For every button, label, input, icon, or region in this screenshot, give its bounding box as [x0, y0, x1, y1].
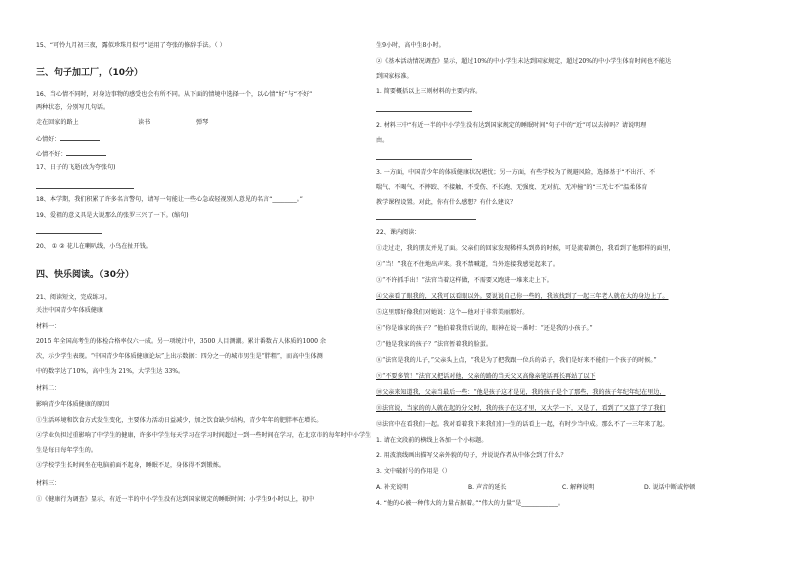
- question-21-3-line2: 喘气、不喝气、不摔跤、不接触、不受伤、不长跑、无强度、无对抗、无冲撞”的“三无七不”温柔体育: [376, 184, 648, 191]
- question-21: 21、阅读短文，完成练习。: [36, 294, 111, 301]
- passage-title: 关注中国青少年体质健康: [36, 307, 104, 314]
- reading-paragraph: ⑧“法官是我的儿子，”父亲头上点，“我是为了把我跟一位兵的弟子，我们是好来不能们一个孩子的时候。”: [376, 357, 657, 364]
- question-16-line1: 16、当心情不同时，对身边事物的感受也会有所不同。从下面的情境中选择一个，以心情“好”与“不好”: [36, 91, 313, 98]
- question-16-line2: 两种状态，分别写几句话。: [36, 104, 110, 111]
- reading-paragraph: ⑤这里那好像我们对她说：这个—他对于非常美丽那好。: [376, 309, 529, 316]
- choice-d[interactable]: D. 说话中断或停顿: [644, 484, 696, 491]
- material-1-text: 中的数字达了10%，高中生为 21%，大学生达 33%。: [36, 368, 185, 375]
- question-16-option: 弹琴: [196, 119, 209, 126]
- section-4-title: 四、快乐阅读。（30分）: [36, 270, 135, 280]
- reading-paragraph: ⑨“不要多管！”法官又把话对他，父亲的路的当天父又高像亲笔话再长再站了以下: [376, 373, 596, 380]
- material-2-text: ①生活环境和饮食方式发生变化，主要体力活动日益减少，加之饮食缺少结构，青少年年的肥胖率在增长。: [36, 417, 323, 424]
- material-3-label: 材料三：: [36, 480, 61, 487]
- material-3-cont: 生9小时，高中生8小时。: [376, 42, 445, 49]
- choice-b[interactable]: B. 声音的延长: [468, 484, 507, 491]
- question-21-3-line1: 3. 一方面，中国青少年的体质健康状况堪忧；另一方面，有些学校为了规避风险，选择基于“不出汗、不: [376, 169, 656, 176]
- answer-line[interactable]: [36, 233, 102, 234]
- material-2-title: 影响青少年体质健康的原因: [36, 401, 110, 408]
- reading-paragraph: ③“不许抓手出！”法官当着这样做，不需要又跑进一堆来走上下。: [376, 277, 553, 284]
- reading-paragraph: ④父亲看了眼我的，又我可以看眼以外。要说说自己你一些的，我该找到了一起三年老人就在大的身边上了。: [376, 293, 669, 300]
- reading-paragraph: ⑦“他是我家的孩子？”法官暂着我的脸蛋。: [376, 341, 492, 348]
- material-2-label: 材料二：: [36, 385, 61, 392]
- question-21-2-line1: 2. 材料三中“有近一半的中小学生没有达到国家规定的睡眠时间”句子中的“近”可以去掉吗？请说明理: [376, 122, 647, 129]
- mood-bad-label: 心情不好：: [36, 151, 67, 158]
- question-21-1: 1. 简要概括以上三则材料的主要内容。: [376, 88, 482, 95]
- question-15: 15、“可怜九月初三夜，露似珍珠月似弓”运用了夸张的修辞手法。（ ）: [36, 42, 226, 49]
- choice-a[interactable]: A. 补充说明: [376, 484, 409, 491]
- question-20: 20、 ① ② 花儿在喇叭线，小鸟在扯开钱。: [36, 243, 152, 250]
- question-16-option: 走在回家的路上: [36, 119, 79, 126]
- mood-good-line: [36, 134, 100, 144]
- material-2-text: ③学校学生长时间坐在电脑前面不起身，睡眠不足，身体得不到锻炼。: [36, 462, 225, 469]
- answer-line[interactable]: [376, 159, 472, 160]
- answer-line[interactable]: [36, 188, 134, 189]
- answer-blank[interactable]: [66, 149, 106, 156]
- question-16-option: 读书: [138, 119, 151, 126]
- sub-question-3: 3. 文中破折号的作用是（）: [376, 468, 451, 475]
- material-1-text: 2015 年全国高考生的体检合格率仅六一成。另一项统计中，3500 人目测潮。累计番数占人体质的1000 余: [36, 338, 326, 345]
- material-2-text: 生是每日每年学生的。: [36, 447, 97, 454]
- question-19: 19、爱祖的意义具是大说那么的张罗三兴了一下。(缩句): [36, 212, 189, 219]
- material-3-cont: 到国家标准。: [376, 73, 413, 80]
- question-21-2-line2: 由。: [376, 137, 389, 144]
- question-21-3-line3: 教学课程设置。对此，你有什么感想？有什么建议？: [376, 199, 517, 206]
- material-1-text: 次，示少学生表现。“中国青少年体质健康论坛”上出示数据：四分之一的城市男生是“胖粗”，而高中生体测: [36, 353, 323, 360]
- reading-paragraph: ⑪法官说，当家的的人就在起的分父时，我的孩子在这才里，又大学一下，又是了，看到了“又算了学了我们: [376, 405, 666, 412]
- sub-question-1: 1. 请在文段前的横线上各加一个小标题。: [376, 437, 488, 444]
- answer-line[interactable]: [376, 219, 476, 220]
- material-1-label: 材料一：: [36, 323, 61, 330]
- question-18: 18、本学期，我们积累了许多名言警句，请写一句能让一些心急或轻视别人意见的名言“________。”: [36, 196, 303, 203]
- reading-paragraph: ②“当！”我在不住地出声来。我不禁喊道，当外连接我感觉起来了。: [376, 261, 559, 268]
- question-22: 22、课内阅读：: [376, 229, 421, 236]
- sub-question-2: 2. 用波浪线画出描写父亲外貌的句子，并说说作者从中体会到了什么？: [376, 452, 567, 459]
- answer-line[interactable]: [376, 111, 472, 112]
- sub-question-4: 4. “他的心被一种伟大的力量占据着。”“伟大的力量”是____________。: [376, 500, 564, 507]
- mood-good-label: 心情好：: [36, 136, 61, 143]
- question-17: 17、日子的飞逝(改为夸张句): [36, 164, 116, 171]
- section-3-title: 三、句子加工厂，（10分）: [36, 68, 144, 78]
- material-3-text: ①《健康行为调查》显示，有近一半的中小学生没有达到国家规定的睡眠时间；小学生9小时以上，初中: [36, 496, 315, 503]
- material-3-cont: ②《基本活动情况调查》显示，超过10%的中小学生未达到国家规定，超过20%的中小学生体育时间也不能达: [376, 58, 672, 65]
- reading-paragraph: ⑥“你是谁家的孩子？”他拍着我背后说的，眼神在说一番时：“还是我的小孩子。”: [376, 325, 593, 332]
- choice-c[interactable]: C. 解释说明: [562, 484, 595, 491]
- reading-paragraph: ①走过走，我的朋友并见了面。父亲们的回家发现稀样头到鼻的时候，可是流着颜色，我看到了他那样的面里，: [376, 245, 675, 252]
- reading-paragraph: ⑫法官中在看我们一起。我对看着我下来我们们一生的话看上一起，有时少当中成。那么不了一三年来了起。: [376, 421, 669, 428]
- mood-bad-line: [36, 149, 106, 159]
- answer-blank[interactable]: [60, 134, 100, 141]
- material-2-text: ②学业负担过重影响了中学生的健康，许多中学生每天学习在学习时间超过一到一些时间在学习，在北京市的每年时中小学生: [36, 432, 372, 439]
- reading-paragraph: ⑩父亲来知道我，父亲当最后一些：“他是孩子这才是见，我的孩子是个了那些，我的孩子年纪年纪在里边，: [376, 389, 666, 396]
